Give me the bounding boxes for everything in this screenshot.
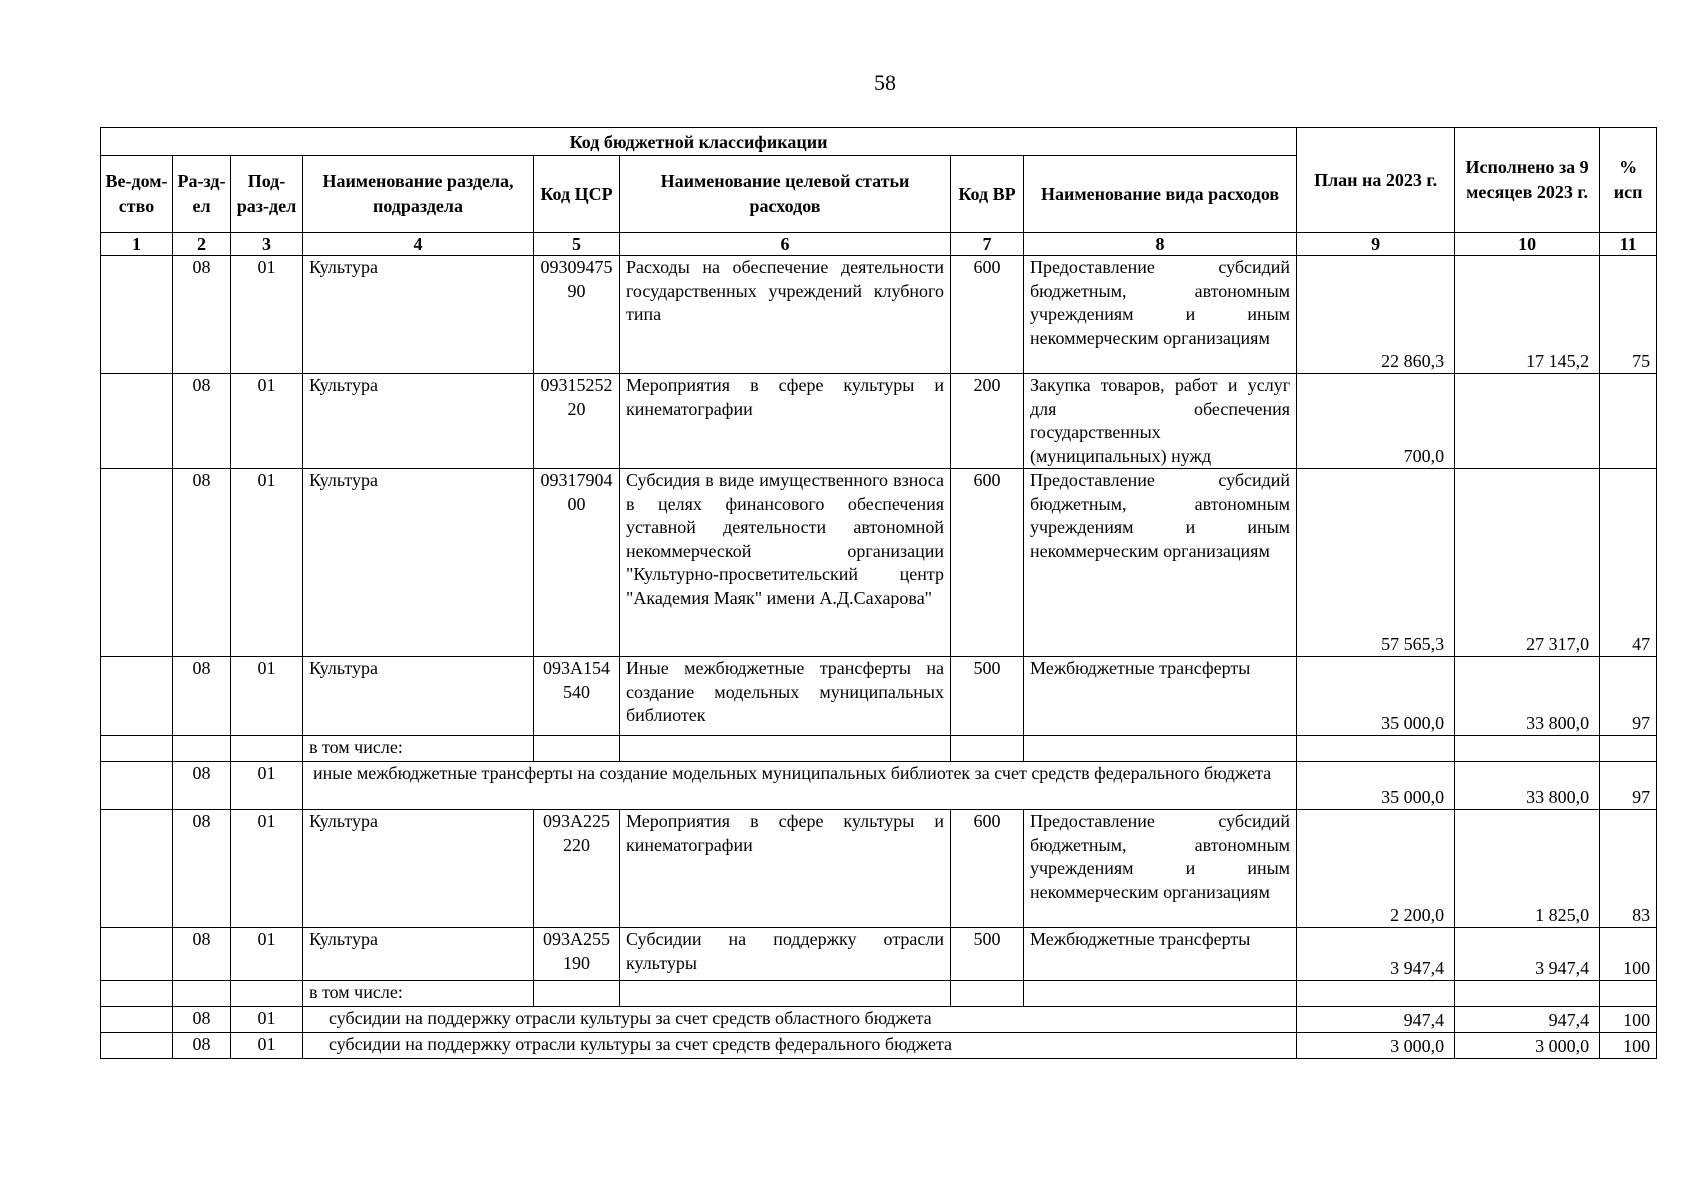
column-number: 5 — [534, 233, 620, 256]
section-name-cell: Культура — [303, 810, 534, 928]
section-cell: 08 — [173, 657, 231, 736]
plan-cell: 22 860,3 — [1297, 256, 1455, 374]
subsection-cell: 01 — [231, 762, 303, 810]
executed-cell — [1455, 374, 1600, 469]
header-csr-code: Код ЦСР — [534, 156, 620, 233]
subsection-cell: 01 — [231, 469, 303, 657]
column-number: 8 — [1024, 233, 1297, 256]
expense-type-cell: Предоставление субсидий бюджетным, автономным учреждениям и иным некоммерческим организациям — [1024, 469, 1297, 657]
vr-code-cell: 600 — [951, 810, 1024, 928]
section-cell: 08 — [173, 469, 231, 657]
section-name-cell: Культура — [303, 374, 534, 469]
section-name-cell: Культура — [303, 657, 534, 736]
target-item-cell: Субсидии на поддержку отрасли культуры — [620, 928, 951, 981]
subsection-cell: 01 — [231, 928, 303, 981]
percent-cell: 100 — [1600, 1007, 1657, 1033]
percent-cell: 97 — [1600, 657, 1657, 736]
percent-cell: 47 — [1600, 469, 1657, 657]
subsection-cell: 01 — [231, 374, 303, 469]
section-name-cell: Культура — [303, 928, 534, 981]
plan-cell: 947,4 — [1297, 1007, 1455, 1033]
subsection-cell: 01 — [231, 810, 303, 928]
budget-classification-header: Код бюджетной классификации — [101, 128, 1297, 156]
target-item-cell: Субсидия в виде имущественного взноса в целях финансового обеспечения уставной деятельности автономной некоммерческой организации "Культурно-просветительский центр "Академия Маяк" имени А.Д.Сахарова" — [620, 469, 951, 657]
table-row — [101, 256, 1657, 374]
target-item-cell: Иные межбюджетные трансферты на создание модельных муниципальных библиотек — [620, 657, 951, 736]
expense-type-cell: Предоставление субсидий бюджетным, автономным учреждениям и иным некоммерческим организациям — [1024, 256, 1297, 374]
column-number: 6 — [620, 233, 951, 256]
including-label: в том числе: — [303, 736, 534, 762]
executed-cell: 3 947,4 — [1455, 928, 1600, 981]
department-cell — [101, 469, 173, 657]
header-plan: План на 2023 г. — [1297, 128, 1455, 233]
subsection-cell: 01 — [231, 256, 303, 374]
target-item-cell: Мероприятия в сфере культуры и кинематографии — [620, 374, 951, 469]
header-vr-code: Код ВР — [951, 156, 1024, 233]
csr-code-cell: 093А154540 — [534, 657, 620, 736]
executed-cell: 947,4 — [1455, 1007, 1600, 1033]
table-row — [101, 1007, 1657, 1033]
plan-cell: 3 000,0 — [1297, 1033, 1455, 1059]
table-row — [101, 810, 1657, 928]
department-cell — [101, 1033, 173, 1059]
section-cell: 08 — [173, 762, 231, 810]
target-item-cell: Расходы на обеспечение деятельности государственных учреждений клубного типа — [620, 256, 951, 374]
csr-code-cell: 0931790400 — [534, 469, 620, 657]
vr-code-cell: 500 — [951, 928, 1024, 981]
department-cell — [101, 928, 173, 981]
expense-type-cell: Закупка товаров, работ и услуг для обеспечения государственных (муниципальных) нужд — [1024, 374, 1297, 469]
csr-code-cell: 093А225220 — [534, 810, 620, 928]
header-section: Ра-зд-ел — [173, 156, 231, 233]
table-row — [101, 374, 1657, 469]
department-cell — [101, 810, 173, 928]
department-cell — [101, 1007, 173, 1033]
column-number: 3 — [231, 233, 303, 256]
percent-cell: 97 — [1600, 762, 1657, 810]
table-row — [101, 469, 1657, 657]
csr-code-cell: 093А255190 — [534, 928, 620, 981]
percent-cell: 100 — [1600, 1033, 1657, 1059]
column-number: 4 — [303, 233, 534, 256]
header-target-item-name: Наименование целевой статьи расходов — [620, 156, 951, 233]
executed-cell: 1 825,0 — [1455, 810, 1600, 928]
section-cell: 08 — [173, 928, 231, 981]
header-expense-type-name: Наименование вида расходов — [1024, 156, 1297, 233]
section-cell: 08 — [173, 1007, 231, 1033]
page-number: 58 — [874, 70, 896, 95]
column-number: 7 — [951, 233, 1024, 256]
header-department: Ве-дом-ство — [101, 156, 173, 233]
expense-type-cell: Межбюджетные трансферты — [1024, 928, 1297, 981]
column-number: 2 — [173, 233, 231, 256]
plan-cell: 700,0 — [1297, 374, 1455, 469]
section-cell: 08 — [173, 1033, 231, 1059]
header-section-name: Наименование раздела, подраздела — [303, 156, 534, 233]
subsection-cell: 01 — [231, 1007, 303, 1033]
subsection-cell: 01 — [231, 657, 303, 736]
department-cell — [101, 256, 173, 374]
plan-cell: 3 947,4 — [1297, 928, 1455, 981]
vr-code-cell: 600 — [951, 256, 1024, 374]
csr-code-cell: 0931525220 — [534, 374, 620, 469]
department-cell — [101, 762, 173, 810]
table-row — [101, 657, 1657, 736]
expense-type-cell: Предоставление субсидий бюджетным, автономным учреждениям и иным некоммерческим организациям — [1024, 810, 1297, 928]
header-executed: Исполнено за 9 месяцев 2023 г. — [1455, 128, 1600, 233]
department-cell — [101, 374, 173, 469]
column-number: 11 — [1600, 233, 1657, 256]
percent-cell: 100 — [1600, 928, 1657, 981]
executed-cell: 3 000,0 — [1455, 1033, 1600, 1059]
percent-cell — [1600, 374, 1657, 469]
subsection-cell: 01 — [231, 1033, 303, 1059]
table-row — [101, 736, 1657, 762]
section-name-cell: Культура — [303, 469, 534, 657]
column-number: 9 — [1297, 233, 1455, 256]
including-label: в том числе: — [303, 981, 534, 1007]
section-cell: 08 — [173, 810, 231, 928]
executed-cell: 17 145,2 — [1455, 256, 1600, 374]
table-row — [101, 762, 1657, 810]
department-cell — [101, 657, 173, 736]
percent-cell: 75 — [1600, 256, 1657, 374]
plan-cell: 35 000,0 — [1297, 762, 1455, 810]
column-number: 1 — [101, 233, 173, 256]
header-subsection: Под-раз-дел — [231, 156, 303, 233]
vr-code-cell: 600 — [951, 469, 1024, 657]
csr-code-cell: 0930947590 — [534, 256, 620, 374]
executed-cell: 33 800,0 — [1455, 762, 1600, 810]
description-cell: субсидии на поддержку отрасли культуры за счет средств областного бюджета — [303, 1007, 1297, 1033]
budget-table — [100, 127, 1657, 1059]
table-row — [101, 981, 1657, 1007]
executed-cell: 33 800,0 — [1455, 657, 1600, 736]
table-row — [101, 928, 1657, 981]
target-item-cell: Мероприятия в сфере культуры и кинематографии — [620, 810, 951, 928]
vr-code-cell: 200 — [951, 374, 1024, 469]
section-cell: 08 — [173, 374, 231, 469]
expense-type-cell: Межбюджетные трансферты — [1024, 657, 1297, 736]
executed-cell: 27 317,0 — [1455, 469, 1600, 657]
vr-code-cell: 500 — [951, 657, 1024, 736]
plan-cell: 35 000,0 — [1297, 657, 1455, 736]
section-name-cell: Культура — [303, 256, 534, 374]
plan-cell: 57 565,3 — [1297, 469, 1455, 657]
column-number: 10 — [1455, 233, 1600, 256]
header-percent: % исп — [1600, 128, 1657, 233]
description-cell: иные межбюджетные трансферты на создание модельных муниципальных библиотек за счет средств федерального бюджета — [303, 762, 1297, 810]
section-cell: 08 — [173, 256, 231, 374]
percent-cell: 83 — [1600, 810, 1657, 928]
table-row — [101, 1033, 1657, 1059]
plan-cell: 2 200,0 — [1297, 810, 1455, 928]
description-cell: субсидии на поддержку отрасли культуры за счет средств федерального бюджета — [303, 1033, 1297, 1059]
